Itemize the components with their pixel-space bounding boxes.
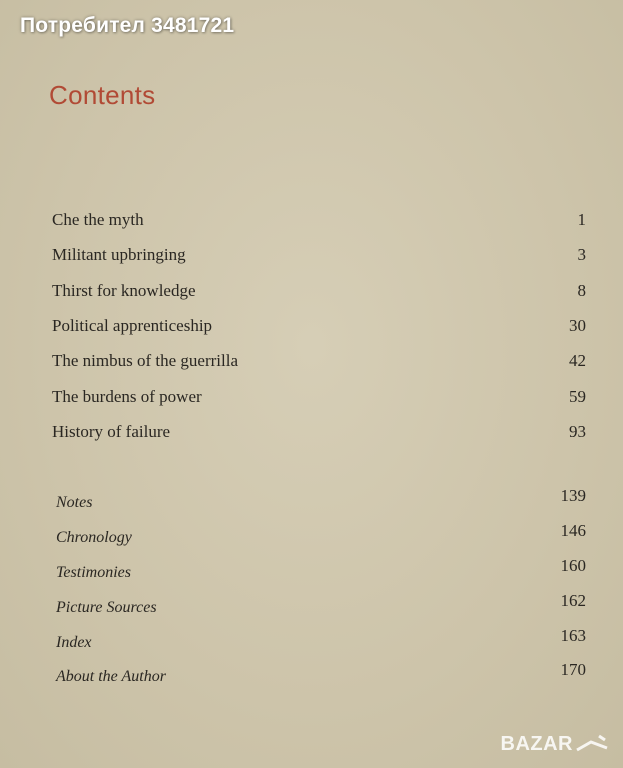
toc-entry-page: 146 [560, 521, 586, 540]
toc-entry-history-of-failure [52, 422, 586, 446]
toc-entry-page: 93 [569, 422, 586, 441]
toc-entry-testimonies [52, 556, 586, 588]
toc-entry-title: History of failure [52, 422, 171, 441]
toc-entry-page: 59 [569, 387, 586, 406]
toc-entry-title: Chronology [56, 529, 132, 546]
toc-entry-nimbus-of-the-guerrilla [52, 351, 586, 375]
page-title: Contents [49, 80, 156, 110]
toc-entry-about-the-author [52, 660, 586, 692]
toc-entry-title: Notes [56, 494, 93, 511]
bazar-logo-text: BAZAR [500, 732, 573, 755]
toc-entry-title: The nimbus of the guerrilla [52, 351, 239, 370]
toc-entry-page: 8 [577, 281, 586, 300]
toc-entry-page: 162 [560, 591, 586, 610]
toc-entry-title: Testimonies [56, 564, 131, 581]
toc-entry-page: 42 [569, 351, 586, 370]
toc-entry-title: Militant upbringing [52, 245, 186, 264]
toc-entry-title: The burdens of power [52, 387, 202, 406]
bazar-logo [501, 732, 610, 756]
toc-entry-title: About the Author [56, 668, 166, 685]
toc-entry-page: 30 [569, 316, 586, 335]
toc-entry-political-apprenticeship [52, 316, 586, 340]
toc-entry-notes [52, 486, 586, 518]
toc-entry-page: 139 [560, 486, 586, 505]
toc-entry-page: 163 [560, 626, 586, 645]
toc-entry-che-the-myth [52, 210, 586, 234]
bazar-logo-icon [575, 732, 609, 756]
toc-entry-title: Picture Sources [56, 599, 157, 616]
toc-entry-burdens-of-power [52, 387, 586, 411]
toc-entry-chronology [52, 521, 586, 553]
toc-entry-page: 170 [560, 660, 586, 679]
toc-entry-page: 1 [577, 210, 586, 229]
watermark-user-label: Потребител 3481721 [20, 14, 235, 37]
toc-entry-title: Thirst for knowledge [52, 281, 196, 300]
toc-entry-index [52, 626, 586, 658]
toc-entry-thirst-for-knowledge [52, 281, 586, 305]
toc-entry-title: Che the myth [52, 210, 144, 229]
toc-entry-militant-upbringing [52, 245, 586, 269]
toc-entry-picture-sources [52, 591, 586, 623]
toc-entry-page: 160 [560, 556, 586, 575]
toc-entry-title: Index [56, 634, 92, 651]
toc-entry-page: 3 [577, 245, 586, 264]
toc-entry-title: Political apprenticeship [52, 316, 213, 335]
